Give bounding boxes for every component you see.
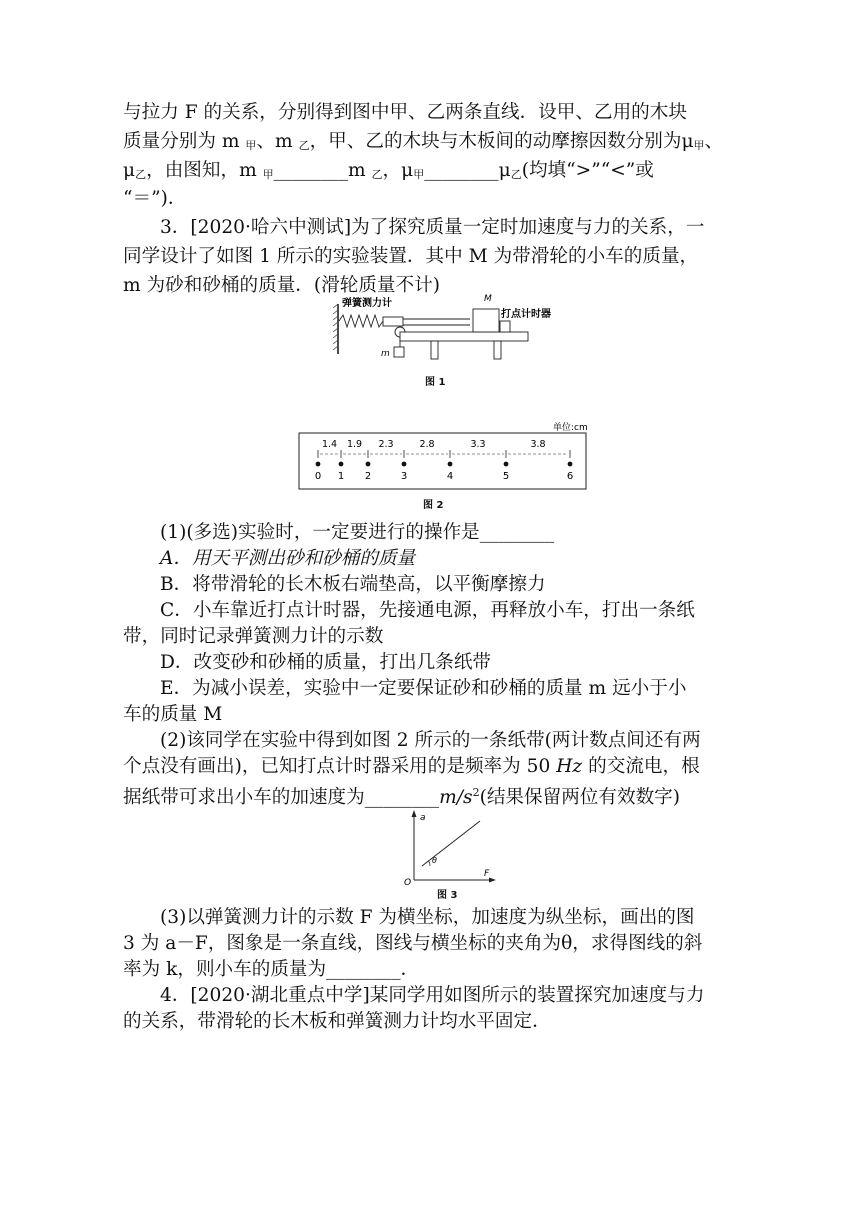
q3-line-3: m 为砂和砂桶的质量．(滑轮质量不计) bbox=[123, 275, 440, 296]
angle-label: θ bbox=[432, 856, 437, 865]
timer-label: 打点计时器 bbox=[501, 309, 551, 320]
tape-point-label: 1 bbox=[337, 471, 345, 482]
q4-line-1: 4．[2020·湖北重点中学]某同学用如图所示的装置探究加速度与力 bbox=[160, 985, 705, 1006]
q3-line-2: 同学设计了如图 1 所示的实验装置．其中 M 为带滑轮的小车的质量， bbox=[123, 246, 699, 267]
option-e-line-1: E．为减小误差，实验中一定要保证砂和砂桶的质量 m 远小于小 bbox=[160, 678, 687, 699]
origin-label: O bbox=[404, 878, 412, 888]
q3-part-3-line-1: (3)以弹簧测力计的示数 F 为横坐标，加速度为纵坐标，画出的图 bbox=[160, 907, 695, 928]
option-d: D．改变砂和砂桶的质量，打出几条纸带 bbox=[160, 652, 492, 673]
q2-line-4: “＝”)． bbox=[123, 188, 187, 209]
long-board bbox=[400, 332, 528, 341]
bucket-mass-label: m bbox=[381, 349, 390, 359]
tape-point-label: 6 bbox=[566, 471, 574, 482]
tape-dot bbox=[316, 462, 321, 467]
tape-point-label: 2 bbox=[364, 471, 372, 482]
option-c-line-2: 带，同时记录弹簧测力计的示数 bbox=[123, 626, 384, 647]
cart-mass-label: M bbox=[484, 294, 492, 304]
option-e-line-2: 车的质量 M bbox=[123, 704, 223, 725]
q4-line-2: 的关系，带滑轮的长木板和弹簧测力计均水平固定． bbox=[123, 1011, 551, 1032]
tape-dot bbox=[504, 462, 509, 467]
gap-label: 2.8 bbox=[419, 439, 435, 450]
tape-point-label: 5 bbox=[502, 471, 510, 482]
option-a: A．用天平测出砂和砂桶的质量 bbox=[160, 548, 416, 569]
timer-icon bbox=[500, 321, 510, 332]
q3-part-2-line-2: 个点没有画出)，已知打点计时器采用的是频率为 50 Hz 的交流电，根 bbox=[123, 756, 700, 777]
q3-part-2-line-3: 据纸带可求出小车的加速度为$\_\_\_\_\_\_\_\_m/s^2$(结果保留两位有效数字) bbox=[123, 786, 681, 809]
tape-dot bbox=[568, 462, 573, 467]
figure-2 bbox=[298, 418, 588, 490]
tape-dot bbox=[339, 462, 344, 467]
q3-part-2-line-1: (2)该同学在实验中得到如图 2 所示的一条纸带(两计数点间还有两 bbox=[160, 730, 701, 751]
tape-point-label: 0 bbox=[314, 471, 322, 482]
tape-dot bbox=[366, 462, 371, 467]
q2-line-1: 与拉力 F 的关系，分别得到图中甲、乙两条直线．设甲、乙用的木块 bbox=[123, 102, 687, 123]
figure-3-caption: 图 3 bbox=[437, 890, 458, 901]
y-axis-label: a bbox=[420, 813, 426, 823]
tape-dot bbox=[402, 462, 407, 467]
q3-part-1: (1)(多选)实验时，一定要进行的操作是________ bbox=[160, 522, 555, 543]
cart bbox=[473, 309, 499, 332]
tape-dot bbox=[448, 462, 453, 467]
option-b: B．将带滑轮的长木板右端垫高，以平衡摩擦力 bbox=[160, 574, 546, 595]
q3-part-3-line-2: 3 为 a－F，图象是一条直线，图线与横坐标的夹角为θ，求得图线的斜 bbox=[123, 933, 703, 954]
x-axis-label: F bbox=[484, 869, 490, 879]
q3-line-1: 3．[2020·哈六中测试]为了探究质量一定时加速度与力的关系，一 bbox=[160, 217, 705, 238]
spring-scale-label: 弹簧测力计 bbox=[342, 298, 392, 309]
figure-1-caption: 图 1 bbox=[425, 377, 446, 388]
unit-label: 单位:cm bbox=[553, 423, 588, 433]
spring-icon bbox=[339, 315, 383, 327]
figure-2-caption: 图 2 bbox=[423, 500, 444, 511]
q2-line-3: μ乙，由图知，m 甲________m 乙，μ甲________μ乙(均填“>”“<”或 bbox=[123, 160, 654, 181]
a-f-graph bbox=[400, 808, 500, 888]
q2-line-2: 质量分别为 m 甲、m 乙，甲、乙的木块与木板间的动摩擦因数分别为μ甲、 bbox=[123, 131, 724, 152]
gap-label: 1.9 bbox=[346, 439, 363, 450]
q3-part-3-line-3: 率为 k，则小车的质量为________． bbox=[123, 959, 420, 980]
sand-bucket-icon bbox=[394, 347, 404, 357]
paper-tape bbox=[298, 418, 588, 490]
tape-point-label: 4 bbox=[446, 471, 454, 482]
gap-label: 1.4 bbox=[321, 439, 338, 450]
figure-3 bbox=[400, 808, 500, 888]
gap-label: 3.8 bbox=[530, 439, 546, 450]
tape-point-label: 3 bbox=[400, 471, 408, 482]
option-c-line-1: C．小车靠近打点计时器，先接通电源，再释放小车，打出一条纸 bbox=[160, 600, 695, 621]
a-f-line bbox=[422, 821, 480, 866]
gap-label: 3.3 bbox=[470, 439, 486, 450]
gap-label: 2.3 bbox=[378, 439, 394, 450]
